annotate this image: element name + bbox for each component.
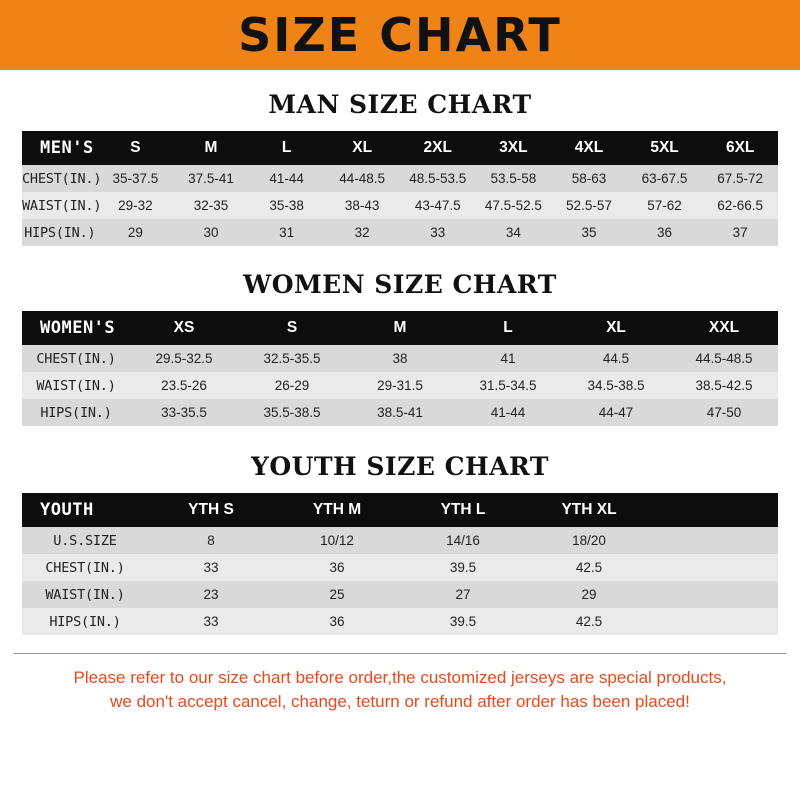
youth-row-0-spacer xyxy=(652,527,778,554)
table-header-row xyxy=(22,493,778,527)
men-row-2-val-1: 30 xyxy=(203,225,219,240)
men-row-2-val-7: 36 xyxy=(657,225,673,240)
women-row-0-val-4: 44.5 xyxy=(602,351,630,366)
men-row-2-val-2: 31 xyxy=(279,225,295,240)
youth-row-1-val-1: 36 xyxy=(329,560,345,575)
youth-row-2-val-0: 23 xyxy=(203,587,219,602)
youth-col-3: YTH XL xyxy=(561,501,617,518)
women-section-title: WOMEN SIZE CHART xyxy=(243,270,557,299)
women-row-0-val-5: 44.5-48.5 xyxy=(695,351,753,366)
youth-col-1: YTH M xyxy=(312,501,362,518)
note-line-2: we don't accept cancel, change, teturn or refund after order has been placed! xyxy=(110,692,690,712)
women-row-1-val-4: 34.5-38.5 xyxy=(587,378,645,393)
youth-col-0: YTH S xyxy=(188,501,234,518)
men-size-table xyxy=(22,131,778,246)
women-row-2-val-4: 44-47 xyxy=(598,405,634,420)
men-row-1-val-8: 62-66.5 xyxy=(717,198,764,213)
youth-row-1-spacer xyxy=(652,554,778,581)
youth-col-2: YTH L xyxy=(440,501,486,518)
women-col-4: XL xyxy=(606,319,626,336)
men-row-0-val-7: 63-67.5 xyxy=(641,171,688,186)
youth-row-1-val-2: 39.5 xyxy=(449,560,477,575)
men-row-2-label: HIPS(IN.) xyxy=(24,224,96,241)
women-row-2-val-5: 47-50 xyxy=(706,405,742,420)
women-row-0-val-3: 41 xyxy=(500,351,516,366)
women-row-2-val-3: 41-44 xyxy=(490,405,526,420)
men-row-2-val-3: 32 xyxy=(354,225,370,240)
men-row-0-val-5: 53.5-58 xyxy=(490,171,537,186)
women-row-2-val-1: 35.5-38.5 xyxy=(263,405,321,420)
youth-row-0-val-0: 8 xyxy=(207,533,215,548)
youth-col-spacer xyxy=(652,493,778,527)
charts-container xyxy=(0,90,800,635)
youth-row-3-val-0: 33 xyxy=(203,614,219,629)
table-row xyxy=(22,165,778,192)
men-row-1-val-5: 47.5-52.5 xyxy=(484,198,542,213)
men-row-2-val-6: 35 xyxy=(581,225,597,240)
youth-row-0-val-1: 10/12 xyxy=(320,533,354,548)
table-header-row xyxy=(22,311,778,345)
table-row xyxy=(22,345,778,372)
men-col-5: 3XL xyxy=(499,139,528,156)
youth-row-3-val-2: 39.5 xyxy=(449,614,477,629)
men-row-0-val-2: 41-44 xyxy=(269,171,304,186)
women-row-0-val-2: 38 xyxy=(392,351,408,366)
men-row-0-val-3: 44-48.5 xyxy=(339,171,386,186)
order-policy-note xyxy=(14,653,786,714)
men-row-0-val-4: 48.5-53.5 xyxy=(409,171,467,186)
youth-table-header xyxy=(22,493,778,527)
header-banner xyxy=(0,0,800,70)
women-row-1-val-2: 29-31.5 xyxy=(377,378,423,393)
women-col-1: S xyxy=(286,319,298,336)
youth-row-1-val-3: 42.5 xyxy=(575,560,603,575)
table-row xyxy=(22,554,778,581)
youth-row-2-val-3: 29 xyxy=(581,587,597,602)
youth-table-body xyxy=(22,527,778,635)
women-size-table xyxy=(22,311,778,426)
table-row xyxy=(22,608,778,635)
women-col-3: L xyxy=(503,319,513,336)
youth-row-3-spacer xyxy=(652,608,778,635)
men-row-1-val-3: 38-43 xyxy=(344,198,380,213)
women-row-1-val-1: 26-29 xyxy=(274,378,310,393)
women-row-label-header: WOMEN'S xyxy=(40,318,116,338)
youth-row-1-val-0: 33 xyxy=(203,560,219,575)
men-row-1-val-4: 43-47.5 xyxy=(414,198,461,213)
men-table-header xyxy=(22,131,778,165)
men-row-2-val-0: 29 xyxy=(127,225,143,240)
women-col-5: XXL xyxy=(708,319,740,336)
note-line-1: Please refer to our size chart before order,the customized jerseys are special products, xyxy=(73,668,727,687)
men-table-body xyxy=(22,165,778,246)
women-row-1-val-0: 23.5-26 xyxy=(161,378,207,393)
women-row-2-val-2: 38.5-41 xyxy=(377,405,423,420)
men-row-1-val-0: 29-32 xyxy=(118,198,153,213)
table-row xyxy=(22,399,778,426)
men-col-4: 2XL xyxy=(423,139,452,156)
men-col-8: 6XL xyxy=(725,139,755,156)
men-row-1-val-2: 35-38 xyxy=(269,198,304,213)
youth-row-3-label: HIPS(IN.) xyxy=(49,613,121,630)
men-row-2-val-8: 37 xyxy=(732,225,748,240)
men-col-7: 5XL xyxy=(650,139,679,156)
men-row-2-val-5: 34 xyxy=(505,225,521,240)
women-table-header xyxy=(22,311,778,345)
women-row-0-val-0: 29.5-32.5 xyxy=(155,351,213,366)
youth-row-label-header: YOUTH xyxy=(40,500,94,520)
page-title: SIZE CHART xyxy=(238,8,562,62)
men-row-1-val-6: 52.5-57 xyxy=(566,198,612,213)
men-col-0: S xyxy=(130,139,141,156)
youth-size-table xyxy=(22,493,778,635)
table-row xyxy=(22,372,778,399)
women-row-2-val-0: 33-35.5 xyxy=(161,405,207,420)
men-row-1-val-7: 57-62 xyxy=(647,198,682,213)
women-row-1-val-5: 38.5-42.5 xyxy=(695,378,753,393)
women-row-0-val-1: 32.5-35.5 xyxy=(263,351,321,366)
men-row-2-val-4: 33 xyxy=(430,225,446,240)
youth-row-2-val-1: 25 xyxy=(329,587,345,602)
table-header-row xyxy=(22,131,778,165)
women-col-2: M xyxy=(393,319,407,336)
men-row-0-val-1: 37.5-41 xyxy=(188,171,234,186)
men-col-1: M xyxy=(204,139,218,156)
men-section-title: MAN SIZE CHART xyxy=(268,90,532,119)
men-col-6: 4XL xyxy=(574,139,604,156)
youth-row-2-label: WAIST(IN.) xyxy=(45,586,125,603)
youth-row-0-label: U.S.SIZE xyxy=(53,532,117,549)
table-row xyxy=(22,527,778,554)
youth-row-1-label: CHEST(IN.) xyxy=(45,559,125,576)
men-row-0-val-6: 58-63 xyxy=(571,171,607,186)
men-row-0-label: CHEST(IN.) xyxy=(22,170,102,187)
youth-row-2-spacer xyxy=(652,581,778,608)
youth-row-0-val-2: 14/16 xyxy=(446,533,480,548)
men-col-2: L xyxy=(281,139,292,156)
men-col-3: XL xyxy=(352,139,373,156)
youth-section-title: YOUTH SIZE CHART xyxy=(251,452,549,481)
women-row-2-label: HIPS(IN.) xyxy=(40,404,112,421)
men-row-1-val-1: 32-35 xyxy=(193,198,229,213)
men-row-label-header: MEN'S xyxy=(40,138,94,158)
youth-row-3-val-3: 42.5 xyxy=(575,614,603,629)
men-row-0-val-8: 67.5-72 xyxy=(717,171,764,186)
table-row xyxy=(22,581,778,608)
youth-row-2-val-2: 27 xyxy=(455,587,471,602)
youth-row-0-val-3: 18/20 xyxy=(572,533,606,548)
men-row-0-val-0: 35-37.5 xyxy=(112,171,159,186)
women-row-1-label: WAIST(IN.) xyxy=(36,377,116,394)
women-row-1-val-3: 31.5-34.5 xyxy=(479,378,537,393)
women-row-0-label: CHEST(IN.) xyxy=(36,350,116,367)
women-table-body xyxy=(22,345,778,426)
table-row xyxy=(22,219,778,246)
men-row-1-label: WAIST(IN.) xyxy=(22,197,102,214)
women-col-0: XS xyxy=(173,319,195,336)
table-row xyxy=(22,192,778,219)
youth-row-3-val-1: 36 xyxy=(329,614,345,629)
